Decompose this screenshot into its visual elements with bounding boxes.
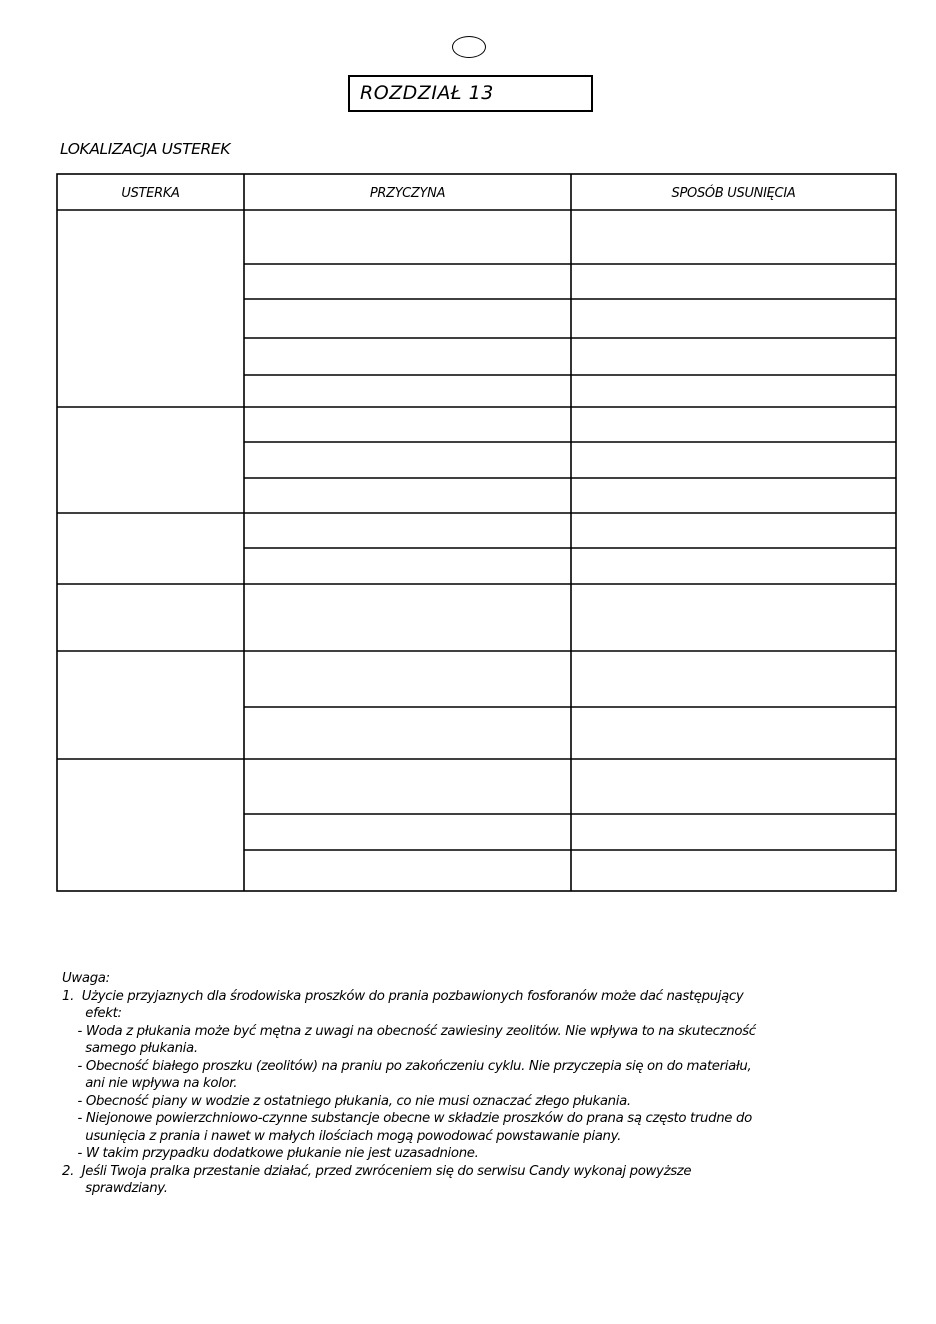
note-line: - W takim przypadku dodatkowe płukanie nie jest uzasadnione. [62, 1146, 479, 1161]
column-header-sposob-usuniecia: SPOSÓB USUNIĘCIA [671, 186, 796, 201]
note-line: - Woda z płukania może być mętna z uwagi na obecność zawiesiny zeolitów. Nie wpływa to na skuteczność [62, 1023, 756, 1039]
note-line: - Niejonowe powierzchniowo-czynne substancje obecne w składzie proszków do prana są często trudne do [62, 1111, 752, 1126]
notes-section [62, 970, 902, 1198]
note-line: efekt: [62, 1006, 122, 1021]
chapter-title-text: ROZDZIAŁ 13 [360, 82, 494, 104]
section-title: LOKALIZACJA USTEREK [60, 140, 231, 158]
note-line: usunięcia z prania i nawet w małych ilościach mogą powodować powstawanie piany. [62, 1128, 621, 1144]
note-line: - Obecność piany w wodzie z ostatniego płukania, co nie musi oznaczać złego płukania. [62, 1093, 631, 1109]
note-line: 2. Jeśli Twoja pralka przestanie działać, przed zwróceniem się do serwisu Candy wykonaj powyższe [62, 1163, 692, 1179]
note-line: ani nie wpływa na kolor. [62, 1076, 238, 1091]
column-header-przyczyna: PRZYCZYNA [369, 186, 446, 201]
notes-heading: Uwaga: [62, 971, 110, 986]
note-line: sprawdziany. [62, 1181, 168, 1196]
note-line: - Obecność białego proszku (zeolitów) na praniu po zakończeniu cyklu. Nie przyczepia się on do materiału, [62, 1058, 752, 1074]
note-line: 1. Użycie przyjaznych dla środowiska proszków do prania pozbawionych fosforanów może dać następujący [62, 988, 744, 1004]
note-line: samego płukania. [62, 1041, 198, 1056]
column-header-usterka: USTERKA [121, 186, 180, 201]
